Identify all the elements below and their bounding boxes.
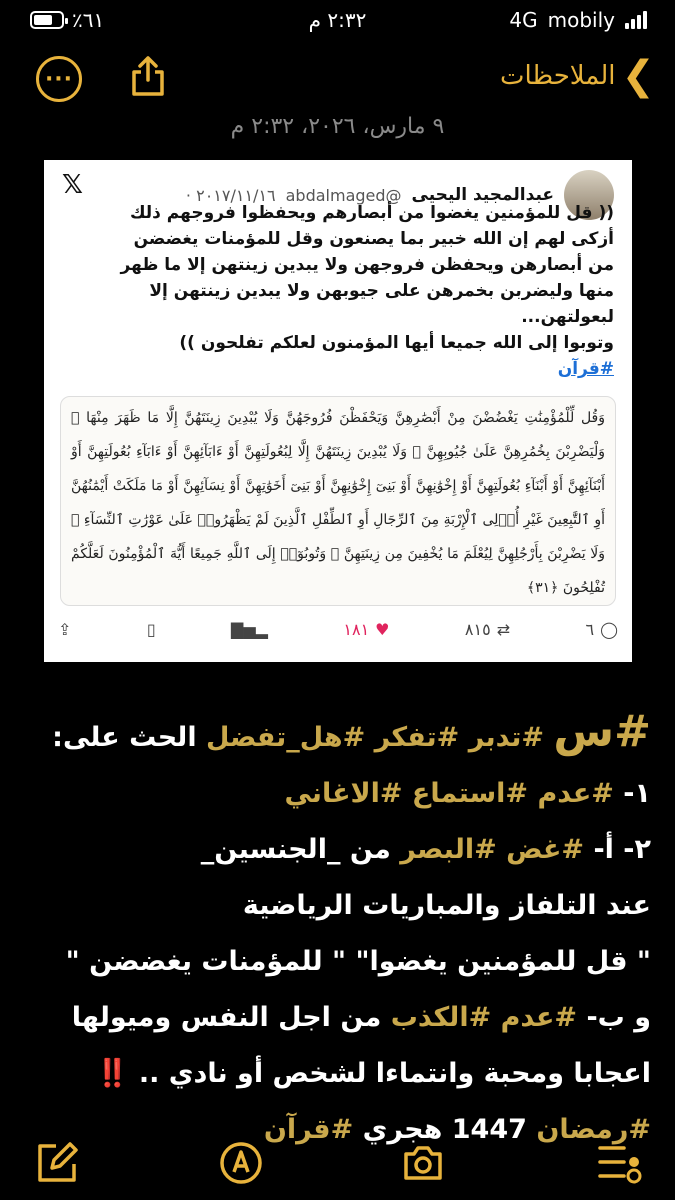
tweet-author-name: عبدالمجيد اليحيى [411, 185, 554, 205]
note-line-2: ١- #عدم #استماع #الاغاني [284, 778, 651, 809]
hashtag[interactable]: #رمضان [536, 1114, 651, 1145]
bottom-toolbar [0, 1140, 675, 1190]
note-body[interactable] [21, 704, 651, 1158]
battery-percent: ٪٦١ [72, 8, 105, 32]
network-indicator [509, 8, 647, 32]
x-logo-icon: 𝕏 [62, 170, 83, 200]
share-icon[interactable] [128, 54, 168, 98]
hashtags[interactable]: #عدم #استماع #الاغاني [284, 778, 614, 809]
note-line-3: ٢- أ- #غض #البصر من _الجنسين_ [200, 834, 651, 865]
upload-icon: ⇪ [58, 620, 72, 639]
reply-action: ◯ ٦ [585, 620, 618, 639]
network-type: 4G [509, 8, 538, 32]
back-button[interactable] [499, 53, 655, 99]
views-action [231, 620, 268, 639]
quran-verse-image [60, 396, 616, 606]
retweet-action: ⇄ ٨١٥ [464, 620, 511, 639]
share-action [58, 620, 71, 639]
compose-icon[interactable] [34, 1140, 80, 1186]
note-line-6: و ب- #عدم #الكذب من اجل النفس وميولها [71, 1002, 651, 1033]
markup-pen-icon[interactable] [218, 1140, 264, 1186]
bookmark-action [147, 620, 156, 639]
note-date: ٩ مارس، ٢٠٢٦، ٢:٣٢ م [230, 114, 445, 139]
note-line-5: " قل للمؤمنين يغضوا" " للمؤمنات يغضضن " [65, 946, 651, 977]
status-bar [0, 0, 675, 40]
tweet-date: ٢٠١٧/١١/١٦ · [185, 185, 276, 205]
double-exclamation-icon: ‼️ [95, 1058, 130, 1089]
carrier-name: mobily [547, 8, 615, 32]
signal-icon [625, 11, 647, 29]
note-line-4: عند التلفاز والمباريات الرياضية [242, 890, 651, 921]
hashtag[interactable]: #قرآن [263, 1114, 354, 1145]
tweet-actions [58, 620, 618, 639]
bookmark-icon: ▯ [146, 620, 156, 639]
tweet-image[interactable] [44, 160, 632, 662]
nav-bar [0, 48, 675, 108]
like-action: ♥ ١٨١ [343, 620, 390, 639]
chevron-back-icon: ❯ [621, 53, 655, 99]
back-label: الملاحظات [499, 61, 616, 91]
hashtag-big[interactable]: #س [553, 706, 651, 757]
tweet-author-handle: @abdalmaged [285, 185, 402, 205]
hashtags[interactable]: #عدم #الكذب [390, 1002, 578, 1033]
tweet-text: (( قل للمؤمنين يغضوا من أبصارهم ويحفظوا فروجهم ذلك أزكى لهم إن الله خبير بما يصنعون وقل للمؤمنات يغضضن من أبصارهن ويحفظن فروجهن ولا يبدين زينتهن إلا ما ظهر منها وليضربن بخمرهن على جيوبهن ولا يبدين زينتهن إلا لبعولتهن... وتوبوا إلى الله جميعا أيها المؤمنون لعلكم تفلحون )) [120, 203, 614, 353]
checklist-icon[interactable] [596, 1140, 642, 1186]
stats-icon: ▂▅▇ [231, 620, 268, 639]
quran-verse-text: وَقُل لِّلْمُؤْمِنَٰتِ يَغْضُضْنَ مِنْ أَبْصَٰرِهِنَّ وَيَحْفَظْنَ فُرُوجَهُنَّ وَلَا يُبْدِينَ زِينَتَهُنَّ إِلَّا مَا ظَهَرَ مِنْهَا ۖ وَلْيَضْرِبْنَ بِخُمُرِهِنَّ عَلَىٰ جُيُوبِهِنَّ ۖ وَلَا يُبْدِينَ زِينَتَهُنَّ إِلَّا لِبُعُولَتِهِنَّ أَوْ ءَابَآئِهِنَّ أَوْ ءَابَآءِ بُعُولَتِهِنَّ أَوْ أَبْنَآئِهِنَّ أَوْ أَبْنَآءِ بُعُولَتِهِنَّ أَوْ إِخْوَٰنِهِنَّ أَوْ بَنِىٓ إِخْوَٰنِهِنَّ أَوْ بَنِىٓ أَخَوَٰتِهِنَّ أَوْ نِسَآئِهِنَّ أَوْ مَا مَلَكَتْ أَيْمَٰنُهُنَّ أَوِ ٱلتَّٰبِعِينَ غَيْرِ أُو۟لِى ٱلْإِرْبَةِ مِنَ ٱلرِّجَالِ أَوِ ٱلطِّفْلِ ٱلَّذِينَ لَمْ يَظْهَرُوا۟ عَلَىٰ عَوْرَٰتِ ٱلنِّسَآءِ ۖ وَلَا يَضْرِبْنَ بِأَرْجُلِهِنَّ لِيُعْلَمَ مَا يُخْفِينَ مِن زِينَتِهِنَّ ۚ وَتُوبُوٓا۟ إِلَى ٱللَّهِ جَمِيعًا أَيُّهَ ٱلْمُؤْمِنُونَ لَعَلَّكُمْ تُفْلِحُونَ ﴿٣١﴾ [71, 410, 605, 596]
hashtags[interactable]: #تدبر #تفكر #هل_تفضل [205, 722, 544, 753]
camera-icon[interactable] [400, 1140, 446, 1186]
ellipsis-circle-icon[interactable]: ··· [36, 56, 82, 102]
hashtags[interactable]: #غض #البصر [400, 834, 585, 865]
tweet-body [114, 200, 614, 382]
status-time: ٢:٣٢ م [308, 8, 367, 32]
heart-icon: ♥ [375, 620, 390, 639]
note-line-1: #س #تدبر #تفكر #هل_تفضل الحث على: [52, 706, 651, 757]
note-line-8: #رمضان 1447 هجري #قرآن [263, 1114, 651, 1145]
note-line-7: اعجابا ومحبة وانتماءا لشخص أو نادي .. ‼️ [95, 1058, 651, 1089]
reply-icon: ◯ [600, 620, 618, 639]
retweet-icon: ⇄ [496, 620, 511, 639]
tweet-hashtag: #قرآن [557, 359, 614, 379]
